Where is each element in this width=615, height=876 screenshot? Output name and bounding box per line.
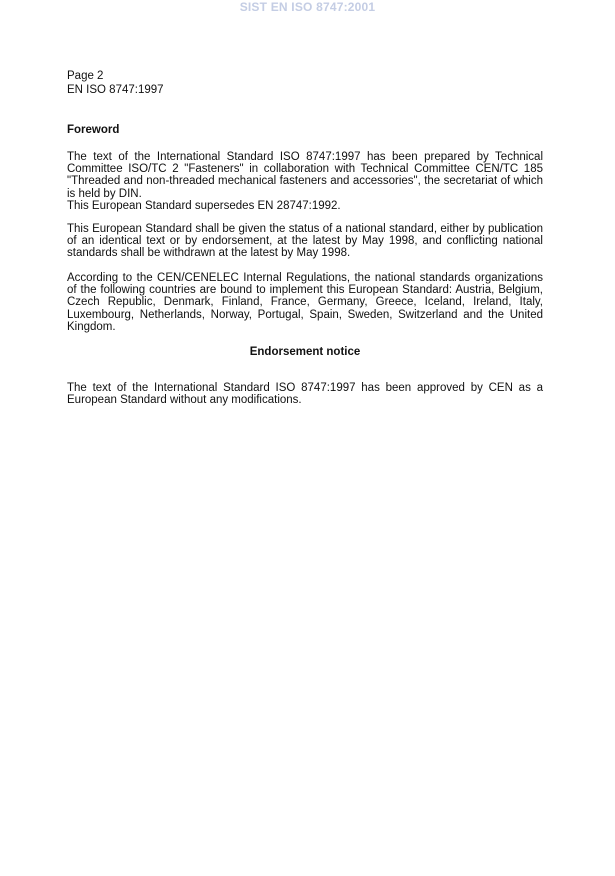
- foreword-paragraph-1-text: The text of the International Standard ISO 8747:1997 has been prepared by Technical Committee ISO/TC 2 "Fasteners" in collaboration with Technical Committee CEN/TC 185 "Threaded and non-threaded mechanical fasteners and accessories", the secretariat of which is held by DIN.: [67, 151, 543, 200]
- foreword-paragraph-1: [67, 151, 543, 212]
- supersedes-line: This European Standard supersedes EN 28747:1992.: [67, 199, 341, 212]
- foreword-paragraph-3: According to the CEN/CENELEC Internal Regulations, the national standards organizations of the following countries are bound to implement this European Standard: Austria, Belgium, Czech Republic, Denmark, Finland, France, Germany, Greece, Iceland, Ireland, Italy, Luxembourg, Netherlands, Norway, Portugal, Spain, Sweden, Switzerland and the United Kingdom.: [67, 272, 543, 333]
- page-header: [67, 69, 164, 97]
- endorsement-heading: Endorsement notice: [249, 346, 361, 358]
- page-number: Page 2: [67, 70, 104, 82]
- endorsement-paragraph: The text of the International Standard ISO 8747:1997 has been approved by CEN as a European Standard without any modifications.: [67, 382, 543, 407]
- watermark: SIST EN ISO 8747:2001: [239, 0, 376, 14]
- standard-reference: EN ISO 8747:1997: [67, 84, 164, 96]
- foreword-heading: Foreword: [67, 124, 120, 136]
- foreword-paragraph-2: This European Standard shall be given the status of a national standard, either by publication of an identical text or by endorsement, at the latest by May 1998, and conflicting national standards shall be withdrawn at the latest by May 1998.: [67, 223, 543, 260]
